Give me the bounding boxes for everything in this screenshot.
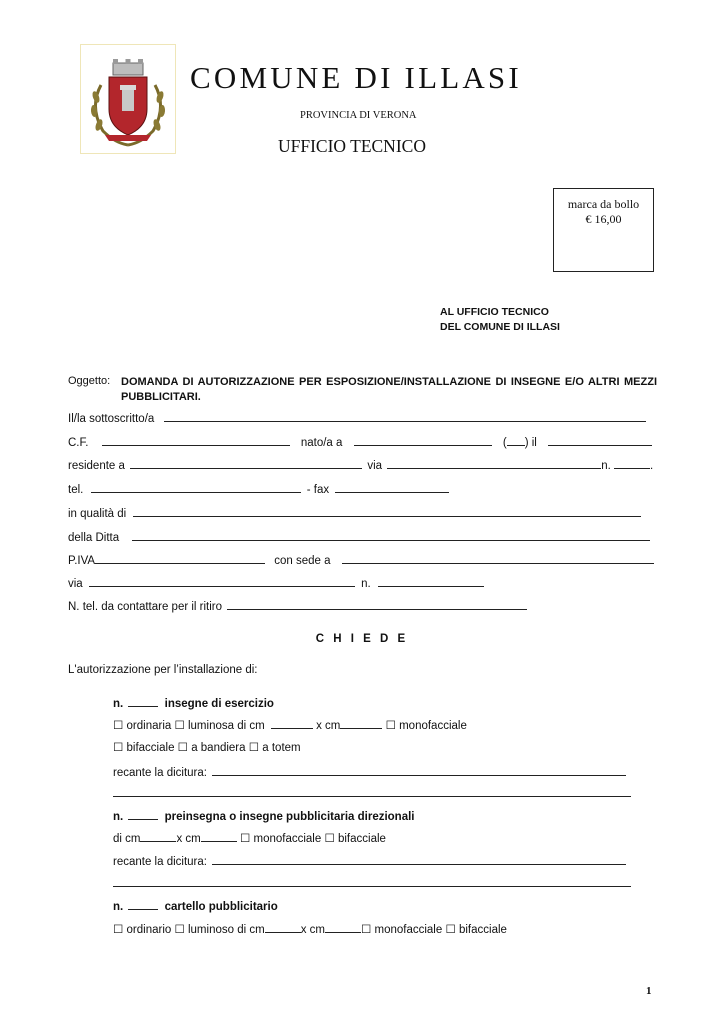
insegne-options-row-2 [113, 740, 301, 754]
intro-text: L'autorizzazione per l’installazione di: [68, 664, 258, 676]
province-label: PROVINCIA DI VERONA [300, 110, 417, 121]
insegne-qty-field[interactable] [128, 695, 158, 707]
vat-field[interactable] [95, 552, 265, 564]
row-tel [68, 481, 449, 496]
sottoscritto-label: Il/la sottoscritto/a [68, 413, 155, 425]
qualita-label: in qualità di [68, 508, 127, 520]
cartello-n-label: n. [113, 901, 124, 913]
cartello-width-field[interactable] [265, 921, 301, 933]
checkbox-icon[interactable]: ☐ [113, 720, 124, 732]
office-street-field[interactable] [89, 575, 355, 587]
preinsegna-options-row [113, 830, 386, 845]
checkbox-icon[interactable]: ☐ [174, 720, 185, 732]
opt-bifacciale: bifacciale [458, 924, 507, 936]
preinsegna-width-field[interactable] [140, 830, 176, 842]
company-field[interactable] [132, 529, 650, 541]
pickup-tel-field[interactable] [227, 598, 527, 610]
row-sottoscritto [68, 410, 646, 425]
recipient-line-2: DEL COMUNE DI ILLASI [440, 321, 560, 333]
residence-field[interactable] [130, 457, 362, 469]
preinsegna-qty-field[interactable] [128, 808, 158, 820]
checkbox-icon[interactable]: ☐ [248, 742, 260, 754]
province-field[interactable] [507, 434, 525, 446]
birthplace-field[interactable] [354, 434, 492, 446]
number-label: n. [601, 460, 611, 472]
cf-label: C.F. [68, 437, 89, 449]
request-heading: C H I E D E [315, 633, 409, 645]
section-preinsegna-title [113, 808, 415, 823]
row-piva [68, 552, 654, 567]
x-cm-label: x cm [300, 924, 325, 936]
cf-field[interactable] [102, 434, 290, 446]
checkbox-icon[interactable]: ☐ [239, 833, 251, 845]
crest-icon [81, 45, 175, 153]
opt-luminoso: luminoso di cm [187, 924, 265, 936]
office-number-field[interactable] [378, 575, 484, 587]
stamp-amount: € 16,00 [585, 212, 622, 226]
checkbox-icon[interactable]: ☐ [174, 924, 185, 936]
nato-label: nato/a a [300, 437, 343, 449]
opt-monofacciale: monofacciale [399, 720, 467, 732]
residente-label: residente a [68, 460, 125, 472]
checkbox-icon[interactable]: ☐ [385, 720, 396, 732]
preinsegna-height-field[interactable] [201, 830, 237, 842]
checkbox-icon[interactable]: ☐ [177, 742, 188, 754]
fax-field[interactable] [335, 481, 449, 493]
page-title: COMUNE DI ILLASI [190, 60, 522, 95]
cartello-height-field[interactable] [325, 921, 361, 933]
opt-luminosa: luminosa di cm [187, 720, 265, 732]
opt-bifacciale: bifacciale [126, 742, 175, 754]
insegne-title: insegne di esercizio [164, 698, 274, 710]
row-qualita [68, 505, 641, 520]
subject-label: Oggetto: [68, 375, 111, 387]
row-residente: residente a via n. . [68, 457, 653, 472]
tel-field[interactable] [91, 481, 301, 493]
fax-label: - fax [306, 484, 330, 496]
preinsegna-text-field-2[interactable] [113, 886, 631, 887]
preinsegna-n-label: n. [113, 811, 124, 823]
piva-label: P.IVA [68, 555, 96, 567]
opt-ordinaria: ordinaria [126, 720, 172, 732]
insegne-text-field[interactable] [212, 764, 626, 776]
street-number-field[interactable] [614, 457, 650, 469]
cartello-title: cartello pubblicitario [164, 901, 278, 913]
di-cm-label: di cm [113, 833, 141, 845]
sottoscritto-field[interactable] [164, 410, 646, 422]
number2-label: n. [361, 578, 371, 590]
street-field[interactable] [387, 457, 601, 469]
paren-open: ( [502, 437, 507, 449]
role-field[interactable] [133, 505, 641, 517]
row-cf [68, 434, 652, 449]
insegne-text-field-2[interactable] [113, 796, 631, 797]
via-label: via [367, 460, 383, 472]
row-ditta [68, 529, 650, 544]
crest-logo [80, 44, 176, 154]
recante-label: recante la dicitura: [113, 856, 207, 868]
section-insegne-title [113, 695, 274, 710]
insegne-n-label: n. [113, 698, 124, 710]
recante-label: recante la dicitura: [113, 767, 207, 779]
checkbox-icon[interactable]: ☐ [445, 924, 456, 936]
opt-ordinario: ordinario [126, 924, 172, 936]
stamp-label: marca da bollo [567, 197, 640, 211]
opt-monofacciale: monofacciale [253, 833, 322, 845]
tel-ritiro-label: N. tel. da contattare per il ritiro [68, 601, 223, 613]
opt-monofacciale: monofacciale [374, 924, 443, 936]
revenue-stamp-box [553, 188, 654, 272]
row-tel-ritiro [68, 598, 527, 613]
birthdate-field[interactable] [548, 434, 652, 446]
page-number: 1 [646, 985, 652, 997]
x-cm-label: x cm [316, 720, 341, 732]
row-via [68, 575, 484, 590]
recipient-line-1: AL UFFICIO TECNICO [440, 306, 549, 318]
subject-text: DOMANDA DI AUTORIZZAZIONE PER ESPOSIZIONE/INSTALLAZIONE DI INSEGNE E/O ALTRI MEZZI PUBBLICITARI. [121, 376, 657, 403]
checkbox-icon[interactable]: ☐ [113, 742, 124, 754]
cartello-options-row [113, 921, 507, 936]
via2-label: via [68, 578, 83, 590]
il-label: ) il [524, 437, 537, 449]
ditta-label: della Ditta [68, 532, 120, 544]
checkbox-icon[interactable]: ☐ [360, 924, 372, 936]
x-cm-label: x cm [176, 833, 201, 845]
tel-label: tel. [68, 484, 84, 496]
office-label: UFFICIO TECNICO [278, 136, 426, 156]
preinsegna-text-field[interactable] [212, 853, 626, 865]
preinsegna-title: preinsegna o insegne pubblicitaria direzionali [164, 811, 415, 823]
insegne-recante-row [113, 764, 626, 779]
insegne-options-row-1 [113, 717, 467, 732]
opt-bandiera: a bandiera [191, 742, 246, 754]
sede-label: con sede a [274, 555, 331, 567]
insegne-height-field[interactable] [340, 717, 382, 729]
checkbox-icon[interactable]: ☐ [324, 833, 335, 845]
section-cartello-title [113, 898, 278, 913]
opt-totem: a totem [262, 742, 301, 754]
office-city-field[interactable] [342, 552, 654, 564]
opt-bifacciale: bifacciale [337, 833, 386, 845]
cartello-qty-field[interactable] [128, 898, 158, 910]
checkbox-icon[interactable]: ☐ [113, 924, 124, 936]
insegne-width-field[interactable] [271, 717, 313, 729]
preinsegna-recante-row [113, 853, 626, 868]
